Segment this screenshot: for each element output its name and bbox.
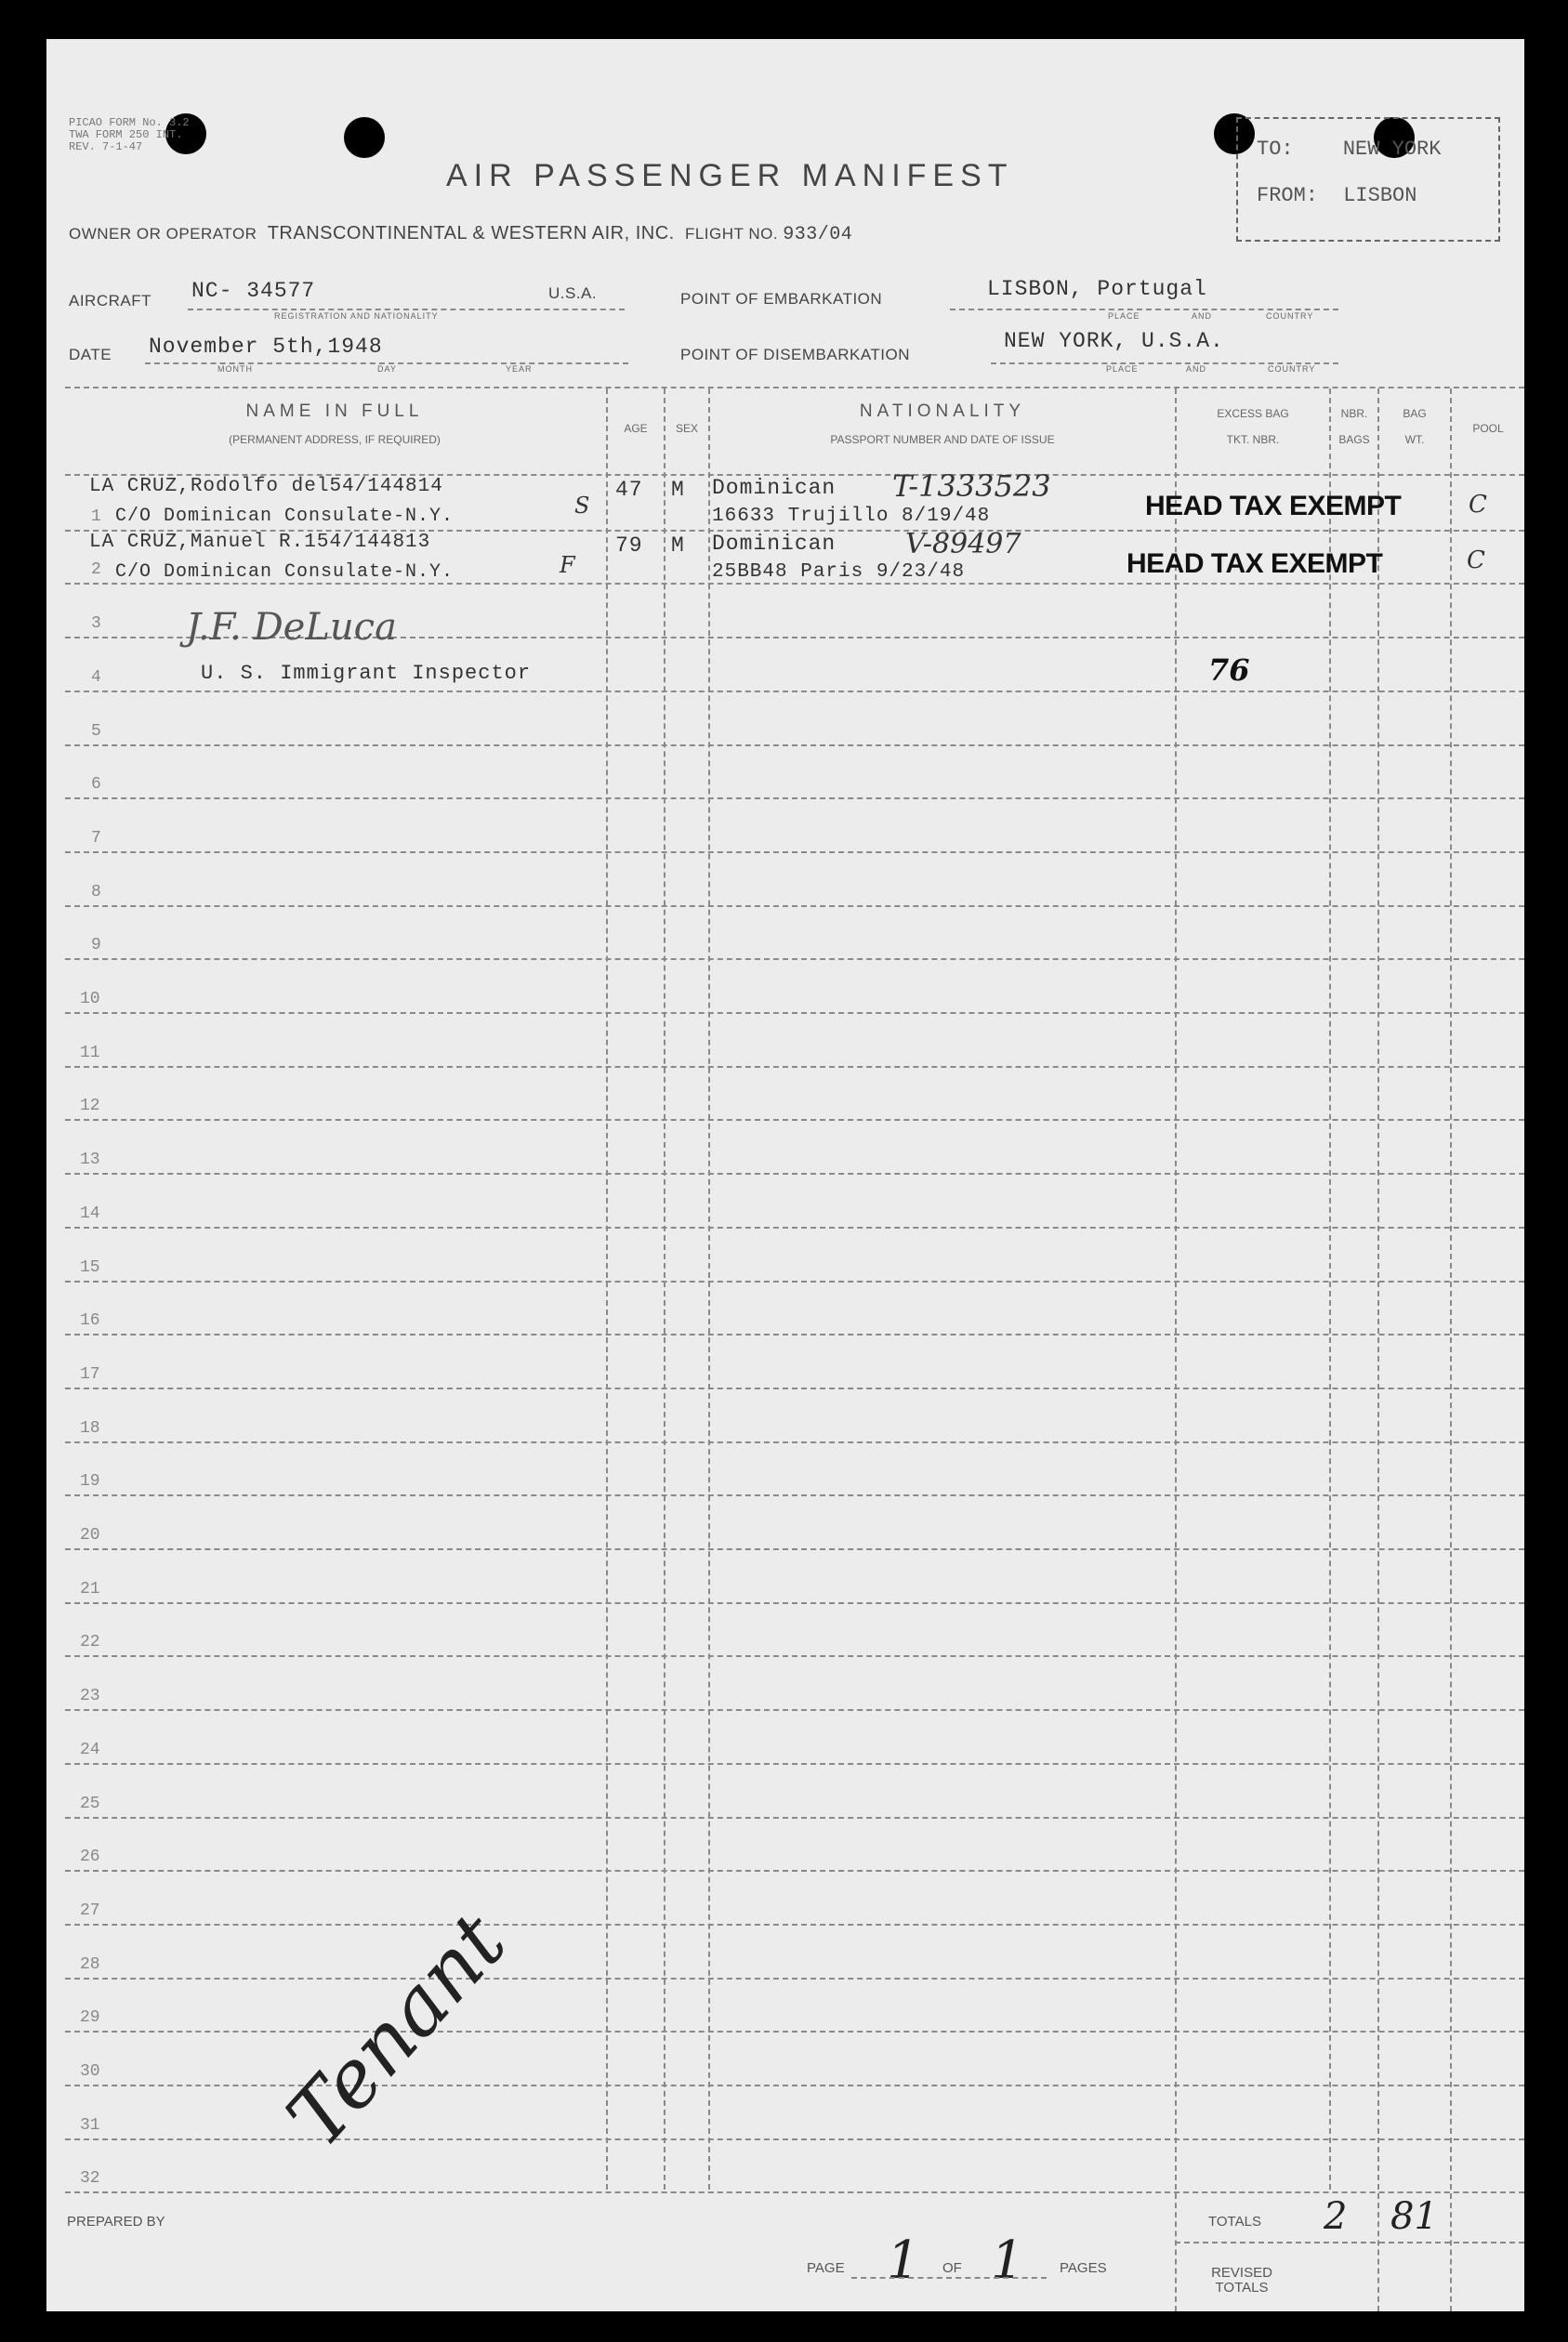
prepared-by-label: PREPARED BY: [67, 2214, 165, 2230]
row-number: 21: [80, 1580, 100, 1599]
passenger-2-address: C/O Dominican Consulate-N.Y.: [115, 561, 455, 583]
to-label: TO:: [1257, 138, 1294, 161]
row-rule: [65, 958, 1524, 960]
passenger-1-sex: M: [671, 478, 685, 502]
row-rule: [65, 905, 1524, 907]
page-value: 1: [887, 2230, 920, 2291]
date-caption-year: YEAR: [506, 364, 533, 374]
row-rule: [65, 1709, 1524, 1711]
passenger-1-name: LA CRUZ,Rodolfo del54/144814: [89, 476, 443, 497]
row-number: 23: [80, 1687, 100, 1705]
header-nationality-sub: PASSPORT NUMBER AND DATE OF ISSUE: [830, 433, 1055, 446]
totals-bags: 2: [1324, 2195, 1348, 2238]
passenger-2-hand-passport: V-89497: [905, 528, 1021, 560]
date-caption-month: MONTH: [217, 364, 253, 374]
disembarkation-caption-place: PLACE: [1106, 364, 1139, 374]
page-title: AIR PASSENGER MANIFEST: [446, 158, 1014, 193]
row-rule: [65, 1978, 1524, 1980]
row-number: 31: [80, 2116, 100, 2135]
row-number: 5: [91, 722, 101, 741]
row-number: 25: [80, 1795, 100, 1813]
totals-label: TOTALS: [1208, 2214, 1261, 2230]
date-value: November 5th,1948: [149, 335, 383, 359]
row-number: 32: [80, 2169, 100, 2188]
header-nbr: NBR.: [1340, 407, 1368, 420]
flight-label: FLIGHT NO.: [684, 225, 779, 243]
row-rule: [65, 1870, 1524, 1872]
row-number: 10: [80, 990, 100, 1008]
row-number: 8: [91, 883, 101, 901]
row-number: 2: [91, 560, 101, 579]
passenger-2-sex: M: [671, 533, 685, 558]
form-id-line: TWA FORM 250 INT.: [69, 128, 183, 141]
inspector-signature: J.F. DeLuca: [186, 606, 397, 649]
page-label: PAGE: [807, 2260, 845, 2276]
embarkation-value: LISBON, Portugal: [987, 277, 1207, 301]
row-number: 4: [91, 668, 101, 687]
row-rule: [65, 1066, 1524, 1068]
row-rule: [65, 851, 1524, 853]
row-rule: [65, 1494, 1524, 1496]
row-number: 24: [80, 1741, 100, 1759]
from-label: FROM:: [1257, 184, 1319, 207]
row-number: 7: [91, 829, 101, 848]
row-rule: [65, 1227, 1524, 1229]
of-value: 1: [991, 2230, 1024, 2291]
row-rule: [65, 1441, 1524, 1443]
owner-value: TRANSCONTINENTAL & WESTERN AIR, INC.: [267, 223, 675, 243]
totals-weight: 81: [1390, 2195, 1438, 2238]
manifest-page: [46, 39, 1524, 2311]
passenger-1-address: C/O Dominican Consulate-N.Y.: [115, 506, 455, 527]
embarkation-caption-and: AND: [1192, 311, 1213, 321]
header-sex: SEX: [675, 422, 698, 435]
row-number: 16: [80, 1311, 100, 1330]
passenger-1-passport: 16633 Trujillo 8/19/48: [712, 506, 991, 527]
disembarkation-caption-and: AND: [1186, 364, 1207, 374]
aircraft-caption: REGISTRATION AND NATIONALITY: [274, 311, 439, 321]
revised-totals-label: REVISED TOTALS: [1211, 2265, 1272, 2296]
row-number: 29: [80, 2008, 100, 2027]
passenger-2-name: LA CRUZ,Manuel R.154/144813: [89, 532, 431, 553]
row-rule: [65, 1602, 1524, 1604]
row-rule: [65, 1119, 1524, 1121]
header-nationality: NATIONALITY: [859, 401, 1026, 421]
header-age: AGE: [624, 422, 648, 435]
passenger-1-nationality: Dominican: [712, 476, 837, 500]
column-divider-excess-bag: [1175, 388, 1177, 2190]
row-rule: [65, 1763, 1524, 1765]
row-rule: [65, 1012, 1524, 1014]
inspector-note: 76: [1208, 652, 1250, 688]
header-bag-sub: WT.: [1404, 433, 1425, 446]
row-rule: [65, 1817, 1524, 1819]
header-name: NAME IN FULL: [245, 401, 424, 421]
passenger-1-age: 47: [615, 478, 643, 502]
inspector-title: U. S. Immigrant Inspector: [201, 662, 532, 685]
disembarkation-label: POINT OF DISEMBARKATION: [680, 346, 911, 363]
row-number: 14: [80, 1204, 100, 1223]
row-rule: [65, 1924, 1524, 1926]
destination-box: [1236, 117, 1500, 242]
row-number: 9: [91, 936, 101, 954]
from-value: LISBON: [1343, 184, 1417, 207]
column-divider-pool: [1450, 388, 1452, 2190]
header-nbr-sub: BAGS: [1338, 433, 1370, 446]
form-id-line: REV. 7-1-47: [69, 140, 143, 153]
passenger-1-hand-mark: S: [574, 493, 590, 519]
to-value: NEW YORK: [1342, 138, 1442, 161]
row-number: 12: [80, 1097, 100, 1115]
row-number: 11: [80, 1044, 100, 1062]
row-number: 19: [80, 1472, 100, 1491]
disembarkation-caption-country: COUNTRY: [1268, 364, 1316, 374]
header-bag: BAG: [1403, 407, 1427, 420]
header-excess-bag: EXCESS BAG: [1217, 407, 1289, 420]
owner-label: OWNER OR OPERATOR: [69, 225, 257, 243]
row-rule: [65, 1334, 1524, 1335]
date-caption-day: DAY: [377, 364, 397, 374]
row-number: 18: [80, 1419, 100, 1438]
row-number: 27: [80, 1901, 100, 1920]
row-number: 20: [80, 1526, 100, 1545]
row-rule: [65, 1388, 1524, 1389]
form-id: [69, 117, 190, 153]
aircraft-label: AIRCRAFT: [69, 292, 152, 309]
passenger-2-stamp: HEAD TAX EXEMPT: [1127, 548, 1383, 579]
row-rule: [65, 583, 1524, 585]
row-number: 15: [80, 1258, 100, 1277]
row-number: 26: [80, 1848, 100, 1866]
row-rule: [65, 1173, 1524, 1175]
aircraft-country: U.S.A.: [548, 284, 598, 302]
embarkation-label: POINT OF EMBARKATION: [680, 290, 883, 308]
row-number: 17: [80, 1365, 100, 1384]
header-name-sub: (PERMANENT ADDRESS, IF REQUIRED): [229, 433, 441, 446]
row-rule: [65, 2138, 1524, 2140]
row-rule: [65, 1655, 1524, 1657]
flight-value: 933/04: [783, 224, 853, 245]
footer-top-border: [65, 2191, 1524, 2193]
form-id-line: PICAO FORM No. 3.2: [69, 116, 190, 129]
passenger-1-hand-passport: T-1333523: [892, 468, 1051, 504]
column-divider-bag: [1377, 388, 1379, 2190]
embarkation-caption-country: COUNTRY: [1266, 311, 1314, 321]
punch-hole-center: [344, 117, 385, 158]
row-rule: [65, 744, 1524, 746]
table-top-border: [65, 387, 1524, 388]
row-rule: [65, 1548, 1524, 1550]
column-divider-nationality: [708, 388, 710, 2190]
passenger-1-pool: C: [1469, 491, 1487, 519]
of-label: OF: [942, 2260, 962, 2276]
row-rule: [65, 691, 1524, 692]
prepared-signature: Tenant: [270, 1896, 524, 2164]
row-rule: [65, 797, 1524, 799]
embarkation-caption-place: PLACE: [1108, 311, 1140, 321]
row-number: 30: [80, 2062, 100, 2081]
passenger-2-pool: C: [1467, 546, 1485, 574]
row-number: 3: [91, 614, 101, 633]
row-number: 22: [80, 1633, 100, 1651]
pages-label: PAGES: [1060, 2260, 1107, 2276]
row-rule: [65, 2031, 1524, 2033]
header-excess-bag-sub: TKT. NBR.: [1226, 433, 1280, 446]
header-pool: POOL: [1472, 422, 1504, 435]
row-number: 28: [80, 1955, 100, 1974]
column-divider-nbr: [1329, 388, 1331, 2190]
passenger-1-stamp: HEAD TAX EXEMPT: [1145, 491, 1402, 521]
disembarkation-value: NEW YORK, U.S.A.: [1004, 329, 1224, 353]
owner-line: [69, 223, 1231, 245]
aircraft-value: NC- 34577: [191, 279, 316, 303]
passenger-2-nationality: Dominican: [712, 532, 837, 556]
passenger-2-passport: 25BB48 Paris 9/23/48: [712, 561, 966, 583]
row-number: 1: [91, 507, 101, 526]
passenger-2-hand-mark: F: [560, 552, 575, 578]
row-rule: [65, 1281, 1524, 1283]
row-number: 13: [80, 1151, 100, 1169]
column-divider-age: [606, 388, 608, 2190]
date-label: DATE: [69, 346, 112, 363]
passenger-2-age: 79: [615, 533, 643, 558]
column-divider-sex: [664, 388, 665, 2190]
row-number: 6: [91, 775, 101, 794]
